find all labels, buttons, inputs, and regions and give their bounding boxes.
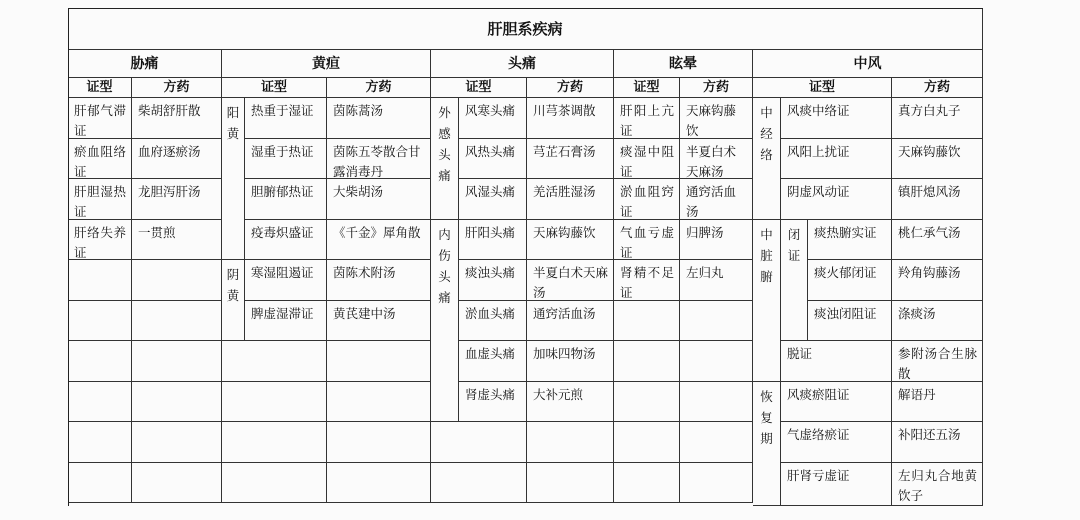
subgroup-label-huifu: 恢 复 期: [753, 382, 781, 507]
empty-cell: [132, 422, 222, 463]
zheng-cell: 肝络失养证: [68, 220, 132, 261]
fang-cell: 柴胡舒肝散: [132, 98, 222, 139]
empty-cell: [222, 341, 327, 382]
fang-cell: 血府逐瘀汤: [132, 139, 222, 180]
fang-cell: 天麻钩藤饮: [527, 220, 614, 261]
fang-cell: 茵陈术附汤: [327, 260, 431, 301]
zheng-cell: 热重于湿证: [245, 98, 327, 139]
column-header-zhengxing: 证型: [753, 78, 892, 98]
column-header-fangyao: 方药: [892, 78, 983, 98]
zheng-cell: 风痰中络证: [781, 98, 892, 139]
zheng-cell: 脱证: [781, 341, 892, 382]
empty-cell: [431, 422, 527, 463]
empty-cell: [327, 341, 431, 382]
empty-cell: [68, 463, 132, 504]
subgroup-label-yanghuang: 阳 黄: [222, 98, 245, 260]
empty-cell: [680, 301, 753, 342]
empty-cell: [222, 422, 327, 463]
zheng-cell: 气血亏虚证: [614, 220, 680, 261]
fang-cell: 《千金》犀角散: [327, 220, 431, 261]
empty-cell: [132, 382, 222, 423]
empty-cell: [132, 260, 222, 301]
fang-cell: 一贯煎: [132, 220, 222, 261]
zheng-cell: 肾精不足证: [614, 260, 680, 301]
zheng-cell: 痰浊闭阻证: [808, 301, 892, 342]
fang-cell: 真方白丸子: [892, 98, 983, 139]
fang-cell: 半夏白术天麻汤: [527, 260, 614, 301]
column-header-zhengxing: 证型: [614, 78, 680, 98]
zheng-cell: 痰热腑实证: [808, 220, 892, 261]
empty-cell: [614, 301, 680, 342]
column-header-fangyao: 方药: [680, 78, 753, 98]
zheng-cell: 肾虚头痛: [459, 382, 527, 423]
empty-cell: [68, 382, 132, 423]
empty-cell: [68, 301, 132, 342]
zheng-cell: 肝肾亏虚证: [781, 463, 892, 507]
fang-cell: 左归丸: [680, 260, 753, 301]
zheng-cell: 疫毒炽盛证: [245, 220, 327, 261]
group-header-toutong: 头痛: [431, 50, 614, 78]
empty-cell: [68, 260, 132, 301]
empty-cell: [68, 422, 132, 463]
fang-cell: 黄芪建中汤: [327, 301, 431, 342]
empty-cell: [431, 463, 527, 504]
column-header-zhengxing: 证型: [68, 78, 132, 98]
column-header-fangyao: 方药: [132, 78, 222, 98]
zheng-cell: 瘀血阻络证: [68, 139, 132, 180]
zheng-cell: 湿重于热证: [245, 139, 327, 180]
fang-cell: 归脾汤: [680, 220, 753, 261]
empty-cell: [680, 341, 753, 382]
fang-cell: 补阳还五汤: [892, 422, 983, 463]
zheng-cell: 肝阳头痛: [459, 220, 527, 261]
zheng-cell: 寒湿阻遏证: [245, 260, 327, 301]
fang-cell: 芎芷石膏汤: [527, 139, 614, 180]
zheng-cell: 血虚头痛: [459, 341, 527, 382]
empty-cell: [527, 463, 614, 504]
empty-cell: [222, 382, 327, 423]
zheng-cell: 风阳上扰证: [781, 139, 892, 180]
column-header-zhengxing: 证型: [431, 78, 527, 98]
empty-cell: [614, 341, 680, 382]
zheng-cell: 阴虚风动证: [781, 179, 892, 220]
fang-cell: 半夏白术天麻汤: [680, 139, 753, 180]
zheng-cell: 风痰瘀阻证: [781, 382, 892, 423]
empty-cell: [680, 463, 753, 504]
zheng-cell: 气虚络瘀证: [781, 422, 892, 463]
fang-cell: 通窍活血汤: [527, 301, 614, 342]
empty-cell: [132, 301, 222, 342]
subgroup-label-yinhuang: 阴 黄: [222, 260, 245, 341]
zheng-cell: 淤血阻窍证: [614, 179, 680, 220]
table-title: 肝胆系疾病: [68, 8, 983, 50]
fang-cell: 天麻钩藤饮: [892, 139, 983, 180]
zheng-cell: 痰湿中阻证: [614, 139, 680, 180]
fang-cell: 川芎茶调散: [527, 98, 614, 139]
subgroup-label-bizheng: 闭 证: [781, 220, 808, 342]
empty-cell: [222, 463, 327, 504]
fang-cell: 龙胆泻肝汤: [132, 179, 222, 220]
subgroup-label-neishang: 内 伤 头 痛: [431, 220, 459, 423]
empty-cell: [68, 341, 132, 382]
zheng-cell: 风寒头痛: [459, 98, 527, 139]
group-header-huangdan: 黄疸: [222, 50, 431, 78]
zheng-cell: 肝阳上亢证: [614, 98, 680, 139]
empty-cell: [614, 463, 680, 504]
column-header-fangyao: 方药: [327, 78, 431, 98]
empty-cell: [680, 382, 753, 423]
fang-cell: 茵陈蒿汤: [327, 98, 431, 139]
zheng-cell: 肝胆湿热证: [68, 179, 132, 220]
fang-cell: 解语丹: [892, 382, 983, 423]
subgroup-label-jingluo: 中 经 络: [753, 98, 781, 220]
empty-cell: [327, 463, 431, 504]
empty-cell: [327, 382, 431, 423]
fang-cell: 加味四物汤: [527, 341, 614, 382]
fang-cell: 左归丸合地黄饮子: [892, 463, 983, 507]
subgroup-label-waigan: 外 感 头 痛: [431, 98, 459, 220]
group-header-zhongfeng: 中风: [753, 50, 983, 78]
fang-cell: 天麻钩藤饮: [680, 98, 753, 139]
empty-cell: [614, 422, 680, 463]
zheng-cell: 痰火郁闭证: [808, 260, 892, 301]
zheng-cell: 胆腑郁热证: [245, 179, 327, 220]
fang-cell: 茵陈五苓散合甘露消毒丹: [327, 139, 431, 180]
zheng-cell: 风热头痛: [459, 139, 527, 180]
fang-cell: 通窍活血汤: [680, 179, 753, 220]
zheng-cell: 痰浊头痛: [459, 260, 527, 301]
group-header-xuanyun: 眩晕: [614, 50, 753, 78]
column-header-zhengxing: 证型: [222, 78, 327, 98]
fang-cell: 镇肝熄风汤: [892, 179, 983, 220]
subgroup-label-zangfu: 中 脏 腑: [753, 220, 781, 382]
column-header-fangyao: 方药: [527, 78, 614, 98]
zheng-cell: 肝郁气滞证: [68, 98, 132, 139]
fang-cell: 参附汤合生脉散: [892, 341, 983, 382]
empty-cell: [680, 422, 753, 463]
fang-cell: 羚角钩藤汤: [892, 260, 983, 301]
zheng-cell: 风湿头痛: [459, 179, 527, 220]
group-header-xietong: 胁痛: [68, 50, 222, 78]
fang-cell: 大柴胡汤: [327, 179, 431, 220]
fang-cell: 桃仁承气汤: [892, 220, 983, 261]
fang-cell: 涤痰汤: [892, 301, 983, 342]
empty-cell: [614, 382, 680, 423]
empty-cell: [132, 463, 222, 504]
fang-cell: 羌活胜湿汤: [527, 179, 614, 220]
zheng-cell: 淤血头痛: [459, 301, 527, 342]
empty-cell: [327, 422, 431, 463]
fang-cell: 大补元煎: [527, 382, 614, 423]
empty-cell: [132, 341, 222, 382]
zheng-cell: 脾虚湿滞证: [245, 301, 327, 342]
empty-cell: [527, 422, 614, 463]
